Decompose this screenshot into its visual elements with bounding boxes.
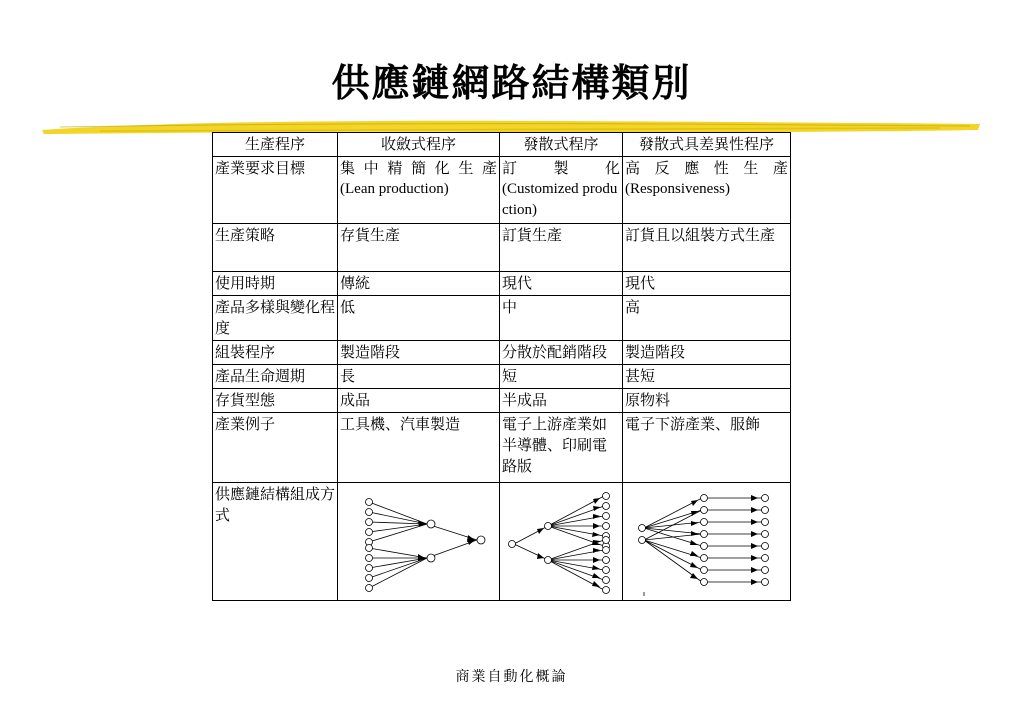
table-cell: 存貨生產 [338, 224, 500, 272]
cell-text: 高反應性生產 [625, 159, 788, 177]
table-cell: 工具機、汽車製造 [338, 413, 500, 483]
table-cell: 甚短 [623, 365, 791, 389]
header-cell: 發散式具差異性程序 [623, 133, 791, 157]
table-cell: 分散於配銷階段 [500, 341, 623, 365]
table-cell: 中 [500, 296, 623, 341]
table-cell: 成品 [338, 389, 500, 413]
table-row [213, 341, 791, 365]
table-cell [338, 483, 500, 601]
row-label: 存貨型態 [213, 389, 338, 413]
table-cell: 訂貨且以組裝方式生產 [623, 224, 791, 272]
table-row [213, 224, 791, 272]
table-cell [500, 157, 623, 224]
supply-chain-table [212, 132, 791, 601]
table-cell [623, 157, 791, 224]
cell-text-en: (Responsiveness) [625, 181, 730, 197]
table-cell: 電子下游產業、服飾 [623, 413, 791, 483]
table-row [213, 365, 791, 389]
row-label: 生產策略 [213, 224, 338, 272]
table-cell [500, 483, 623, 601]
table-row [213, 389, 791, 413]
header-cell: 生產程序 [213, 133, 338, 157]
divergent-network-diagram [502, 488, 620, 596]
divergent-differentiated-network-diagram [632, 488, 782, 596]
table-cell: 高 [623, 296, 791, 341]
cell-text-en: (Lean production) [340, 181, 449, 197]
row-label: 產品生命週期 [213, 365, 338, 389]
table-cell: 長 [338, 365, 500, 389]
table-row [213, 413, 791, 483]
table-row [213, 483, 791, 601]
table-cell: 原物料 [623, 389, 791, 413]
table-cell: 現代 [623, 272, 791, 296]
table-cell: 電子上游產業如半導體、印刷電路版 [500, 413, 623, 483]
header-cell: 發散式程序 [500, 133, 623, 157]
slide-footer: 商業自動化概論 [455, 669, 568, 685]
table-row [213, 157, 791, 224]
table-cell: 現代 [500, 272, 623, 296]
row-label: 組裝程序 [213, 341, 338, 365]
table-cell: 訂貨生產 [500, 224, 623, 272]
cell-text: 訂 製 化 [502, 159, 620, 177]
table-cell: 低 [338, 296, 500, 341]
row-label: 產業例子 [213, 413, 338, 483]
header-cell: 收斂式程序 [338, 133, 500, 157]
table-row [213, 272, 791, 296]
slide-title: 供應鏈網路結構類別 [331, 60, 692, 105]
row-label: 供應鏈結構組成方式 [213, 483, 338, 601]
table-cell: 傳統 [338, 272, 500, 296]
table-cell [338, 157, 500, 224]
table-row [213, 296, 791, 341]
convergent-network-diagram [349, 488, 489, 596]
row-label: 使用時期 [213, 272, 338, 296]
table-cell: 製造階段 [338, 341, 500, 365]
table-cell: 半成品 [500, 389, 623, 413]
cell-text-en: (Customized production) [502, 181, 618, 218]
row-label: 產業要求目標 [213, 157, 338, 224]
cell-text: 集中精簡化生產 [340, 159, 497, 177]
table-cell: 製造階段 [623, 341, 791, 365]
table-cell: 短 [500, 365, 623, 389]
table-header-row [213, 133, 791, 157]
row-label: 產品多樣與變化程度 [213, 296, 338, 341]
table-cell [623, 483, 791, 601]
